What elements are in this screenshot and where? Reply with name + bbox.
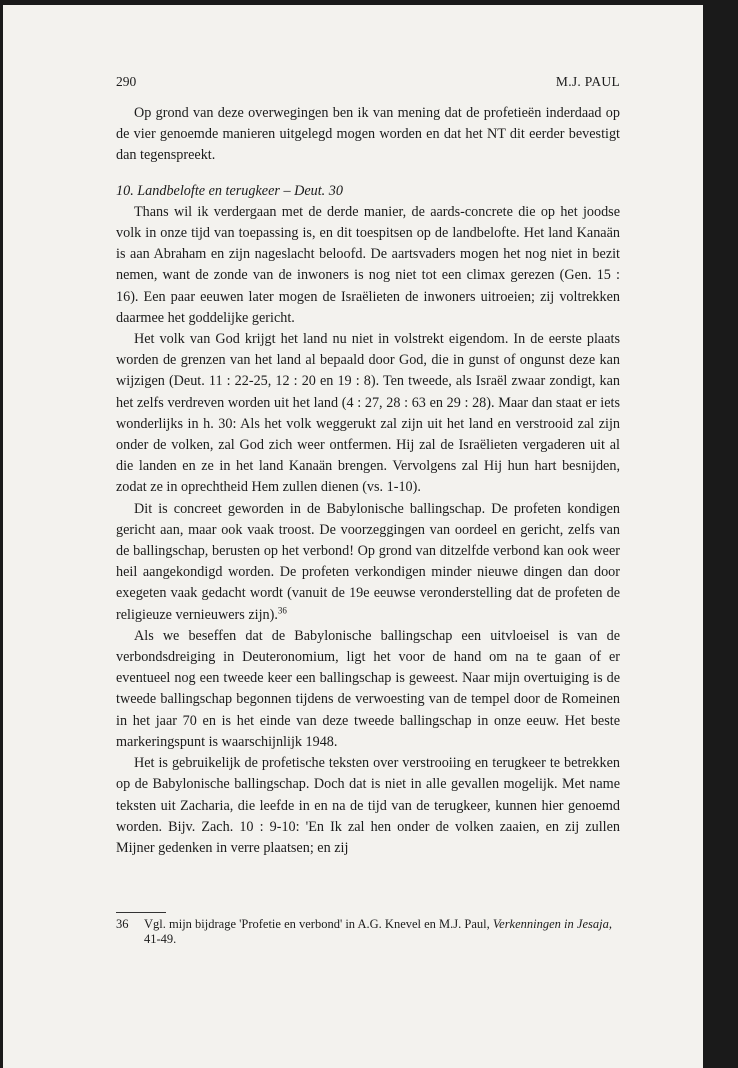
- paragraph: Het is gebruikelijk de profetische teksten over verstrooiing en terugkeer te betrekken op de Babylonische ballingschap. Doch dat is niet in alle gevallen mogelijk. Met name teksten uit Zacharia, die leefde in en na de tijd van de terugkeer, kunnen hier genoemd worden. Bijv. Zach. 10 : 9-10: 'En Ik zal hen onder de volken zaaien, en zij zullen Mijner gedenken in verre plaatsen; en zij: [116, 755, 620, 856]
- paragraph: Als we beseffen dat de Babylonische ballingschap een uitvloeisel is van de verbondsdreiging in Deuteronomium, ligt het voor de hand om na te gaan of er eventueel nog een tweede keer een ballingschap is geweest. Naar mijn overtuiging is de tweede ballingschap begonnen tijdens de verwoesting van de tempel door de Romeinen in het jaar 70 en is het einde van deze tweede ballingschap in onze eeuw. Het beste markeringspunt is waarschijnlijk 1948.: [116, 627, 620, 750]
- footnote: [116, 917, 620, 946]
- footnote-text: [144, 917, 620, 946]
- running-head-author: M.J. PAUL: [555, 74, 620, 89]
- footnote-title: Verkenningen in Jesaja,: [492, 917, 612, 931]
- paragraph: Het volk van God krijgt het land nu niet in volstrekt eigendom. In de eerste plaats worden de grenzen van het land al bepaald door God, die in gunst of ongunst deze kan wijzigen (Deut. 11 : 22-25, 12 : 20 en 19 : 8). Ten tweede, als Israël zwaar zondigt, kan het zelfs verdreven worden uit het land (4 : 27, 28 : 63 en 29 : 28). Maar dan staat er iets wonderlijks in h. 30: Als het volk weggerukt zal zijn uit het land en verstrooid zal zijn onder de volken, zal God zich weer ontfermen. Hij zal de Israëlieten vergaderen uit al die landen en ze in het land Kanaän brengen. Vervolgens zal Hij hun hart besnijden, zodat ze in oprechtheid Hem zullen dienen (vs. 1-10).: [116, 331, 620, 496]
- paragraph: Op grond van deze overwegingen ben ik van mening dat de profetieën inderdaad op de vier genoemde manieren uitgelegd mogen worden en dat het NT dit eerder bevestigt dan tegenspreekt.: [116, 105, 620, 164]
- page-number: 290: [116, 74, 137, 89]
- footnote-text-plain: Vgl. mijn bijdrage 'Profetie en verbond' in A.G. Knevel en M.J. Paul,: [144, 917, 493, 931]
- footnote-divider: [116, 912, 166, 913]
- footnote-number: 36: [116, 917, 129, 931]
- footnote-reference[interactable]: 36: [277, 604, 287, 615]
- page-header: [116, 74, 620, 92]
- section-heading: 10. Landbelofte en terugkeer – Deut. 30: [116, 182, 343, 199]
- body-text: [116, 103, 620, 859]
- paragraph: [116, 499, 620, 626]
- paragraph: Thans wil ik verdergaan met de derde manier, de aards-concrete die op het joodse volk in onze tijd van toepassing is, en dit toespitsen op de landbelofte. Het land Kanaän is aan Abraham en zijn nageslacht beloofd. De aartsvaders mogen het nog niet in bezit nemen, want de zonde van de inwoners is nog niet tot een climax gerezen (Gen. 15 : 16). Een paar eeuwen later mogen de Israëlieten de inwoners uitroeien; zij voltrekken daarmee het goddelijke gericht.: [116, 203, 620, 326]
- footnote-pages: 41-49.: [144, 931, 177, 946]
- paragraph-text: Dit is concreet geworden in de Babylonische ballingschap. De profeten kondigen gericht aan, maar ook vaak troost. De voorzeggingen van oordeel en gericht, zelfs van de ballingschap, berusten op het verbond! Op grond van ditzelfde verbond kan ook weer heil aangekondigd worden. De profeten verkondigen minder nieuwe dingen dan door exegeten vaak gedacht wordt (vanuit de 19e eeuwse veronderstelling dat de profeten de religieuze vernieuwers zijn).: [116, 500, 620, 623]
